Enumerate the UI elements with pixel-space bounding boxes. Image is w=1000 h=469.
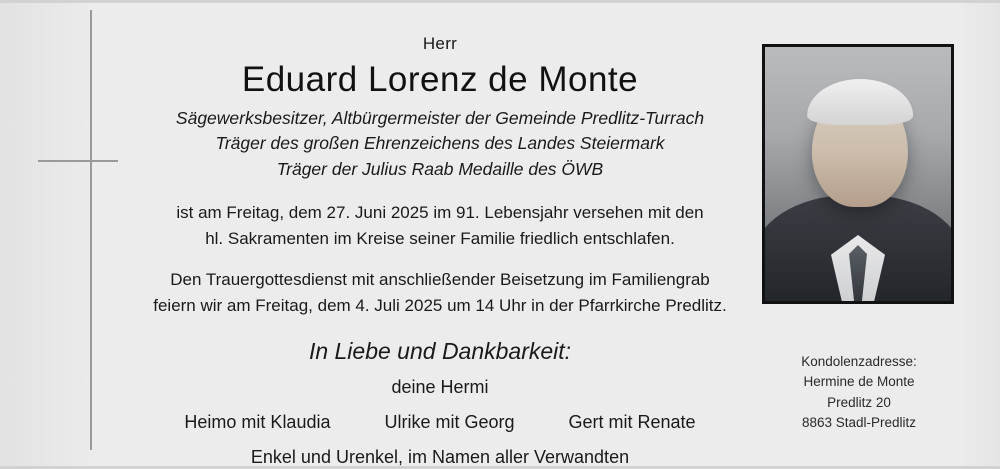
title-line-1: Sägewerksbesitzer, Altbürgermeister der Gemeinde Predlitz-Turrach (175, 108, 705, 128)
mourner-1: Heimo mit Klaudia (184, 412, 331, 433)
deceased-name: Eduard Lorenz de Monte (241, 60, 639, 99)
mourner-primary: deine Hermi (391, 377, 489, 398)
top-border (0, 0, 1000, 3)
salutation: Herr (422, 34, 458, 53)
death-announcement-line-2: hl. Sakramenten im Kreise seiner Familie friedlich entschlafen. (205, 228, 675, 248)
mourner-3: Gert mit Renate (568, 412, 696, 433)
condolence-name: Hermine de Monte (803, 374, 915, 390)
mourner-final: Enkel und Urenkel, im Namen aller Verwandten (250, 447, 630, 468)
cross-icon (38, 10, 118, 450)
right-shading-band (960, 0, 1000, 469)
death-announcement (120, 200, 760, 251)
death-announcement-line-1: ist am Freitag, dem 27. Juni 2025 im 91. Lebensjahr versehen mit den (176, 203, 704, 223)
title-line-3: Träger der Julius Raab Medaille des ÖWB (276, 158, 604, 179)
notice-text-block (120, 34, 760, 468)
cross-horizontal-bar (38, 160, 118, 162)
titles-block (120, 106, 760, 182)
condolence-city: 8863 Stadl-Predlitz (801, 414, 917, 430)
cross-vertical-bar (90, 10, 92, 450)
condolence-address-block (764, 352, 954, 433)
condolence-label: Kondolenzadresse: (801, 354, 917, 369)
funeral-details (120, 267, 760, 318)
mourner-2: Ulrike mit Georg (384, 412, 515, 433)
dedication-text: In Liebe und Dankbarkeit: (308, 338, 572, 365)
funeral-details-line-1: Den Trauergottesdienst mit anschließender Beisetzung im Familiengrab (170, 270, 710, 290)
condolence-street: Predlitz 20 (827, 394, 891, 410)
mourner-row (120, 412, 760, 433)
funeral-details-line-2: feiern wir am Freitag, dem 4. Juli 2025 um 14 Uhr in der Pfarrkirche Predlitz. (153, 295, 727, 315)
title-line-2: Träger des großen Ehrenzeichens des Landes Steiermark (215, 133, 665, 154)
portrait-photo (762, 44, 954, 304)
